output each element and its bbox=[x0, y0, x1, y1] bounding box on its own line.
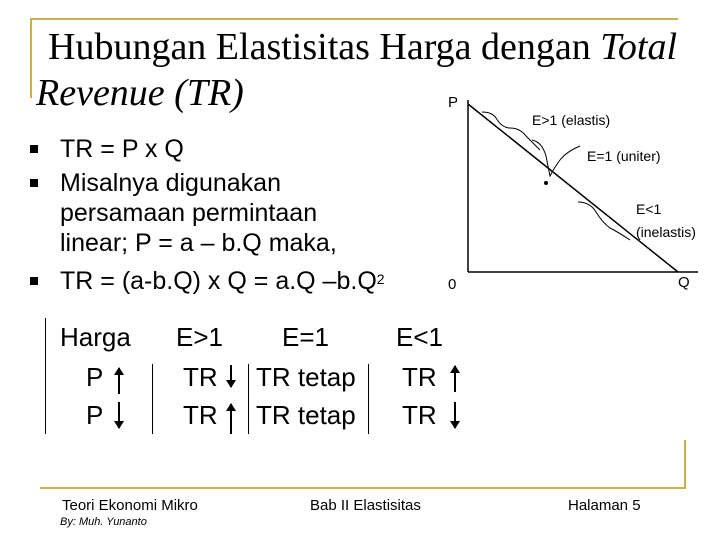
arrow-down-icon bbox=[118, 402, 120, 428]
table-divider-1 bbox=[152, 364, 153, 434]
unit-elastic-point bbox=[544, 181, 548, 185]
p-axis-label: P bbox=[448, 94, 459, 111]
brace-inelastis bbox=[578, 202, 630, 240]
bullet-text: linear; P = a – b.Q maka, bbox=[60, 229, 337, 257]
deco-line-bottom bbox=[40, 487, 686, 489]
deco-line-left bbox=[30, 18, 32, 98]
arrow-down-icon bbox=[230, 365, 232, 387]
table-divider-3 bbox=[368, 364, 369, 434]
title-italic: Total bbox=[600, 26, 678, 68]
formula: TR = (a-b.Q) x Q = a.Q –b.Q bbox=[60, 267, 377, 295]
label-uniter: E=1 (uniter) bbox=[587, 148, 661, 164]
row1-e2: TR tetap bbox=[256, 362, 356, 392]
footer-page-number: Halaman 5 bbox=[568, 497, 641, 514]
arrow-down-icon bbox=[454, 402, 456, 428]
slide-title-line2 bbox=[36, 70, 244, 116]
row2-e3: TR bbox=[402, 400, 437, 430]
footer-center: Bab II Elastisitas bbox=[310, 497, 421, 514]
formula-superscript: 2 bbox=[376, 271, 385, 287]
origin-label: 0 bbox=[448, 276, 457, 293]
bullet-square-icon bbox=[30, 145, 38, 153]
footer-left: Teori Ekonomi Mikro bbox=[62, 497, 198, 514]
bullet-square-icon bbox=[30, 179, 38, 187]
slide-title-line1 bbox=[48, 24, 677, 70]
table-border-left bbox=[45, 318, 46, 434]
header-e-elastis: E>1 bbox=[176, 322, 223, 352]
bullet-3 bbox=[30, 266, 385, 296]
footer-author: By: Muh. Yunanto bbox=[60, 516, 147, 528]
table-divider-2 bbox=[248, 364, 249, 434]
bullet-text: TR = P x Q bbox=[60, 135, 184, 163]
bullet-square-icon bbox=[30, 277, 38, 285]
bullet-text: persamaan permintaan bbox=[60, 199, 318, 227]
row2-e2: TR tetap bbox=[256, 400, 356, 430]
label-inelastis: E<1 bbox=[636, 201, 662, 217]
deco-line-right bbox=[684, 440, 686, 488]
title-plain: Hubungan Elastisitas Harga dengan bbox=[48, 26, 601, 68]
title-italic-line2: Revenue (TR) bbox=[36, 72, 244, 114]
bullet-text: Misalnya digunakan bbox=[60, 169, 281, 197]
label-elastis: E>1 (elastis) bbox=[532, 112, 611, 128]
header-harga: Harga bbox=[60, 322, 131, 352]
q-axis-label: Q bbox=[678, 274, 690, 291]
row1-e3: TR bbox=[402, 362, 437, 392]
header-e-uniter: E=1 bbox=[282, 322, 329, 352]
bullet-1 bbox=[30, 134, 184, 164]
demand-line bbox=[468, 104, 678, 272]
arrow-up-icon bbox=[118, 368, 120, 394]
arrow-up-icon bbox=[230, 404, 232, 434]
arrow-up-icon bbox=[454, 366, 456, 392]
row2-harga: P bbox=[86, 400, 104, 430]
bullet-2 bbox=[30, 168, 337, 258]
brace-uniter bbox=[532, 140, 580, 176]
header-e-inelastis: E<1 bbox=[396, 322, 443, 352]
label-inelastis-desc: (inelastis) bbox=[636, 224, 696, 240]
row2-e1: TR bbox=[183, 400, 218, 430]
deco-line-top bbox=[30, 18, 678, 20]
row1-e1: TR bbox=[183, 362, 218, 392]
bullet-text bbox=[60, 266, 385, 296]
row1-harga: P bbox=[86, 362, 104, 392]
